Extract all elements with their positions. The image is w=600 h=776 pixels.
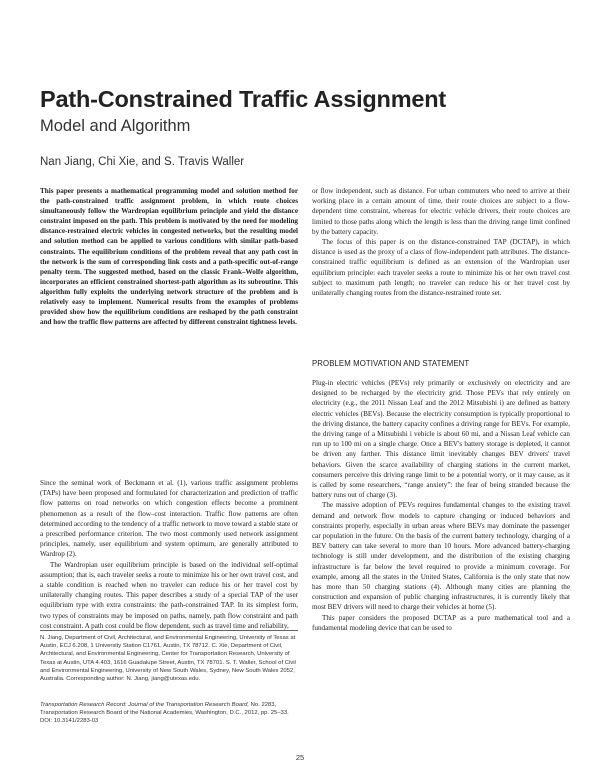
paragraph: This paper considers the proposed DCTAP as a pure mathematical tool and a fundamental modeling device that can be used to (312, 613, 570, 632)
author-list: Nan Jiang, Chi Xie, and S. Travis Waller (40, 156, 245, 168)
abstract (40, 186, 298, 327)
right-column-section (312, 378, 570, 633)
paragraph: The focus of this paper is on the distance-constrained TAP (DCTAP), in which distance is used as the proxy of a class of flow-independent path attributes. The distance-constrained traffic equilibrium is defined as an extension of the Wardropian user equilibrium principle: each traveler seeks a route to minimize his or her own travel cost subject to maximum path length; no traveler can reduce his or her travel cost by unilaterally changing routes from the distance-restrained route set. (312, 238, 570, 298)
paragraph: Plug-in electric vehicles (PEVs) rely primarily or exclusively on electricity and are designed to be recharged by the electricity grid. Those PEVs that rely entirely on electricity (e.g., the 2011 Nissan Leaf and the 2012 Mitsubishi i) are defined as battery electric vehicles (BEVs). Because the electricity consumption is typically proportional to the driving distance, the battery capacity confines a driving range for BEVs. For example, the driving range of a Mitsubishi i vehicle is about 60 mi, and a Nissan Leaf vehicle can run up to 100 mi on a single charge. Once a BEV's battery storage is depleted, it cannot be driven any farther. This distance limit inevitably changes BEV drivers' travel behaviors. Given the scarce availability of charging stations in the current market, consumers perceive this driving range limit to be a potential worry, or it may cause, as it is called by some researchers, “range anxiety”: the fear of being stranded because the battery runs out of charge (3). (312, 379, 570, 500)
left-column-body (40, 478, 298, 631)
doi: DOI: 10.3141/2283-03 (40, 718, 99, 725)
journal-details: No. 2283, Transportation Research Board of the National Academies, Washington, D.C., 2012, pp. 25–33. (40, 702, 289, 717)
footnote-divider (40, 630, 298, 631)
right-column-intro (312, 186, 570, 298)
abstract-text: This paper presents a mathematical programming model and solution method for the path-constrained traffic assignment problem, in which route choices simultaneously follow the Wardropian equilibrium principle and yield the distance constraint imposed on the path. This problem is motivated by the need for modeling distance-restrained electric vehicles in congested networks, but the resulting model and solution method can be applied to various conditions with similar path-based constraints. The equilibrium conditions of the problem reveal that any path cost in the network is the sum of corresponding link costs and a path-specific out-of-range penalty term. The suggested method, based on the classic Frank–Wolfe algorithm, incorporates an efficient constrained shortest-path algorithm as its subroutine. This algorithm fully exploits the underlying network structure of the problem and is relatively easy to implement. Numerical results from the examples of problems provided show how the equilibrium conditions are reshaped by the path constraint and how the traffic flow patterns are affected by different constraint tightness levels. (40, 187, 298, 327)
paragraph: The massive adoption of PEVs requires fundamental changes to the existing travel demand and network flow models to capture changing or induced behaviors and constraints properly, especially in urban areas where BEVs may dominate the passenger car population in the future. On the basis of the current battery technology, charging of a BEV battery can take several to more than 10 hours. More advanced battery-charging technology is still under development, and the distribution of the existing charging infrastructure is far below the level required to provide a minimum coverage. For example, among all the states in the United States, California is the only state that now has more than 50 charging stations (4). Although many cities are planning the construction and expansion of public charging infrastructures, it is currently likely that most BEV drivers will need to charge their vehicles at home (5). (312, 501, 570, 612)
paragraph: or flow independent, such as distance. For urban commuters who need to arrive at their working place in a certain amount of time, their route choices are subject to a flow-dependent time constraint, whereas for electric vehicle drivers, their route choices are limited to those paths along which the length is less than the driving range limit confined by the battery capacity. (312, 187, 570, 236)
journal-name: Transportation Research Record: Journal of the Transportation Research Board, (40, 702, 250, 708)
journal-citation (40, 701, 298, 726)
paragraph: The Wardropian user equilibrium principle is based on the individual self-optimal assumption; that is, each traveler seeks a route to minimize his or her own travel cost, and a stable condition is reached when no traveler can reduce his or her travel cost by unilaterally changing routes. This paper describes a study of a special TAP of the user equilibrium type with extra constraints: the path-constrained TAP. In its simplest form, two types of constraints may be imposed on paths, namely, path flow constraint and path cost constraint. A path cost could be flow dependent, such as travel time and reliability, (40, 560, 298, 630)
paragraph: Since the seminal work of Beckmann et al. (1), various traffic assignment problems (TAPs) have been proposed and formulated for characterization and prediction of traffic flow patterns on road networks on which congestion effects become a prominent phenomenon as a result of the flow–cost interaction. Traffic flow patterns are often determined according to the tendency of a traffic network to move toward a stable state or a prescribed performance criterion. The two most commonly used network assignment principles, namely, user equilibrium and system optimum, are generally attributed to Wardrop (2). (40, 479, 298, 559)
author-affiliations (40, 634, 298, 683)
paper-subtitle: Model and Algorithm (40, 117, 191, 135)
affiliations-text: N. Jiang, Department of Civil, Architectural, and Environmental Engineering, University of Texas at Austin, ECJ 6.208, 1 University Station C1761, Austin, TX 78712. C. Xie, Department of Civil, Architectural, and Environmental Engineering, Center for Transportation Research, University of Texas at Austin, UTA 4.403, 1616 Guadalupe Street, Austin, TX 78701. S. T. Waller, School of Civil and Environmental Engineering, University of New South Wales, Sydney, New South Wales 2052, Australia. Corresponding author: N. Jiang, jiang@utexas.edu. (40, 635, 296, 683)
paper-title: Path-Constrained Traffic Assignment (40, 86, 447, 112)
page-number: 25 (295, 753, 305, 762)
section-heading: PROBLEM MOTIVATION AND STATEMENT (312, 359, 470, 368)
